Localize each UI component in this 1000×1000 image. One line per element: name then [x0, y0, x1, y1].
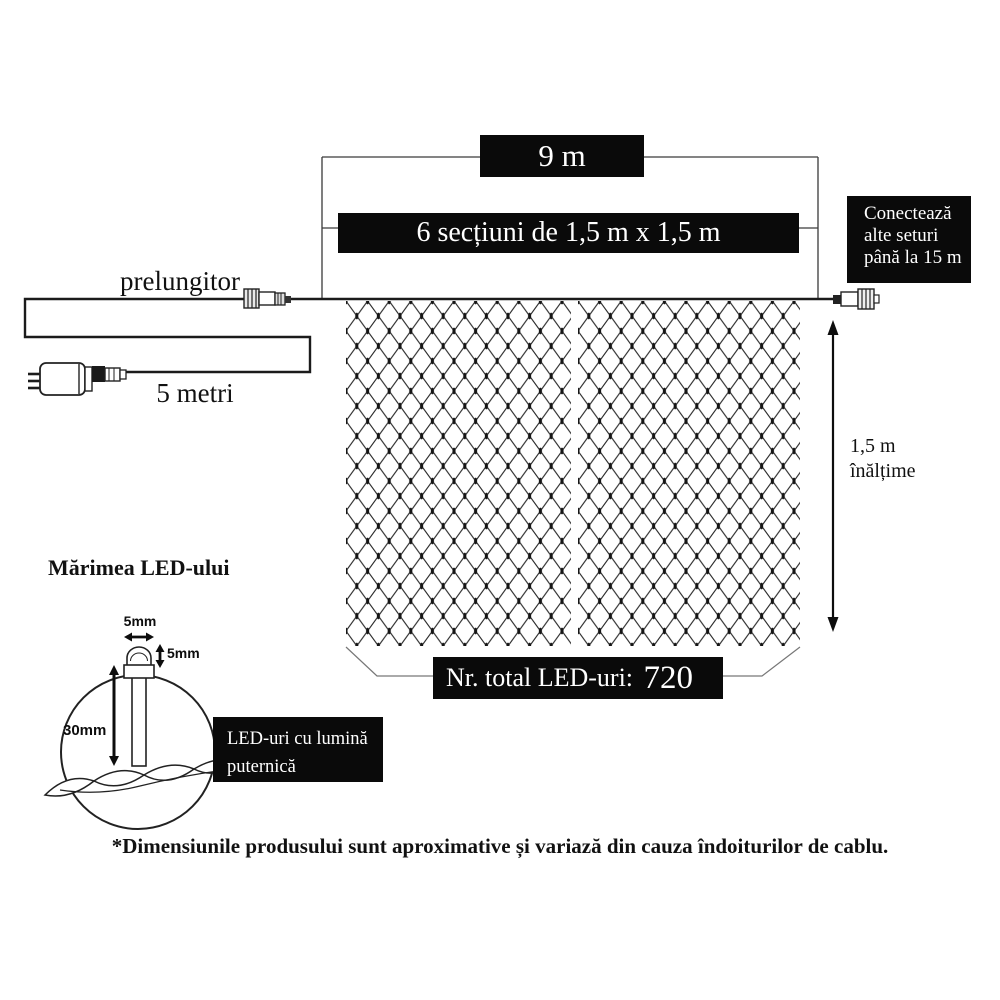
extension-cord-label: prelungitor: [120, 266, 240, 296]
total-leds-value: 720: [643, 659, 693, 696]
net-width-label: 9 m: [538, 138, 586, 173]
net-height-label: [850, 434, 916, 484]
net-sections-label: 6 secțiuni de 1,5 m x 1,5 m: [416, 217, 721, 248]
extension-connector-icon: [244, 289, 291, 308]
height-arrow-icon: [828, 320, 839, 632]
end-connector-icon: [833, 289, 879, 309]
net-height-word: înălțime: [850, 460, 916, 482]
connect-more-sets-box: [847, 196, 971, 283]
connect-more-sets-line3: până la 15 m: [864, 247, 962, 268]
bulb-width-label: 5mm: [123, 613, 157, 629]
bulb-length-label: 30mm: [63, 722, 107, 739]
dimensions-footnote: *Dimensiunile produsului sunt aproximative și variază din cauza îndoiturilor de cablu.: [111, 834, 889, 858]
net-width-box: [480, 135, 644, 177]
led-net-mesh-left: [346, 301, 571, 646]
total-leds-box: [433, 657, 723, 699]
bulb-width-arrow-icon: [124, 633, 154, 642]
net-height-value: 1,5 m: [850, 435, 896, 457]
led-brightness-box: [213, 717, 383, 782]
led-size-title: Mărimea LED-ului: [48, 555, 230, 580]
power-plug-icon: [28, 363, 126, 395]
led-brightness-line2: puternică: [227, 757, 296, 777]
bulb-height-arrow-icon: [156, 644, 165, 668]
led-net-mesh-right: [578, 301, 800, 646]
net-sections-box: [338, 213, 799, 253]
connect-more-sets-line1: Conectează: [864, 203, 952, 224]
led-brightness-line1: LED-uri cu lumină: [227, 729, 368, 749]
bulb-height-label: 5mm: [167, 645, 200, 661]
cable-length-label: 5 metri: [156, 378, 234, 408]
total-leds-label: Nr. total LED-uri:: [446, 663, 634, 692]
connect-more-sets-line2: alte seturi: [864, 225, 939, 246]
